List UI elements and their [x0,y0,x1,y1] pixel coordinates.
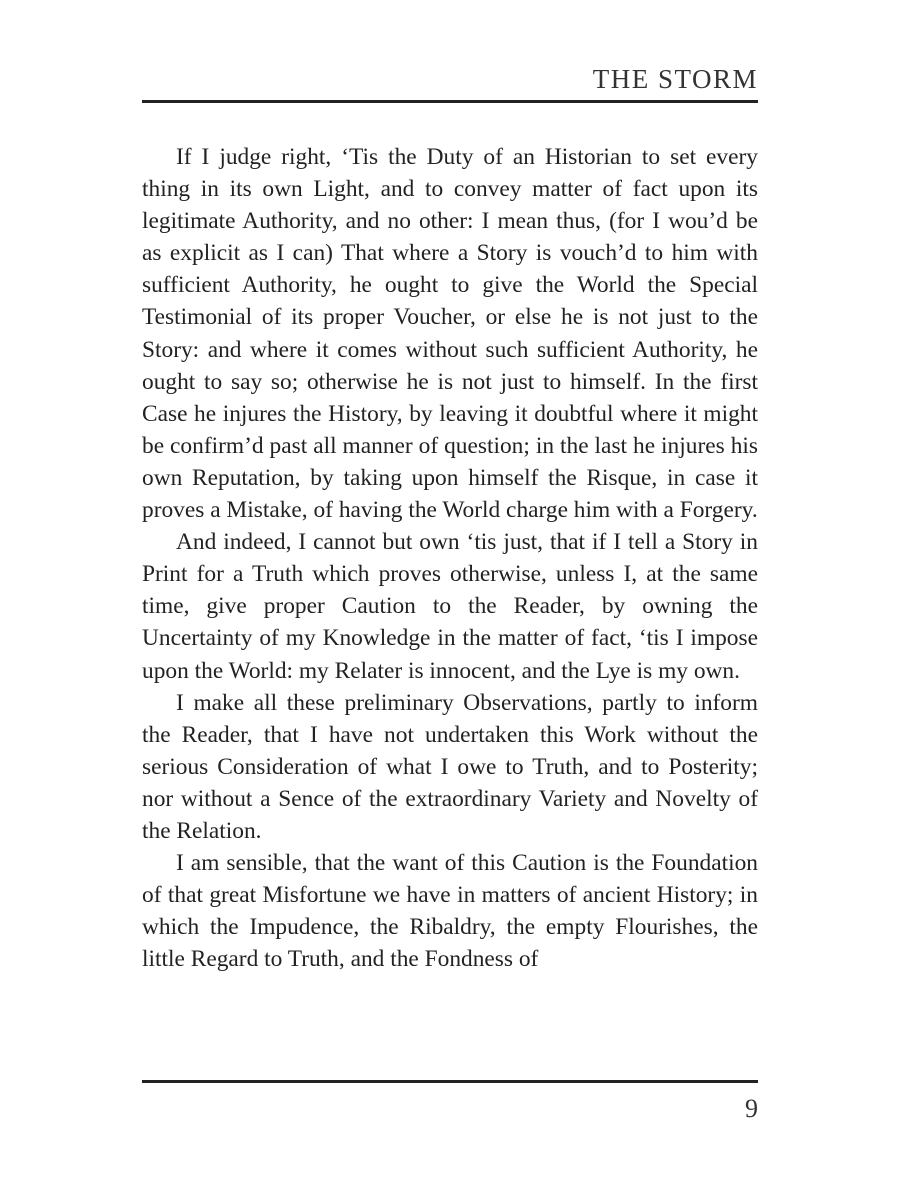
paragraph-3: I make all these preliminary Observations, partly to inform the Reader, that I have not undertaken this Work without the serious Consideration of what I owe to Truth, and to Posterity; nor without a Sence of the extraordinary Variety and Novelty of the Relation. [142,689,758,844]
header-rule [142,100,758,103]
footer-rule [142,1080,758,1083]
page-number: 9 [745,1094,758,1123]
paragraph-1: If I judge right, ‘Tis the Duty of an Historian to set every thing in its own Light, and to convey matter of fact upon its legitimate Authority, and no other: I mean thus, (for I wou’d be as explicit as I can) That where a Story is vouch’d to him with sufficient Authority, he ought to give the World the Special Testimonial of its proper Voucher, or else he is not just to the Story: and where it comes without such sufficient Authority, he ought to say so; otherwise he is not just to himself. In the first Case he injures the History, by leaving it doubtful where it might be confirm’d past all manner of question; in the last he injures his own Reputation, by taking upon himself the Risque, in case it proves a Mistake, of having the World charge him with a Forgery. [142,144,758,524]
paragraph-4: I am sensible, that the want of this Caution is the Foundation of that great Misfortune we have in matters of ancient History; in which the Impudence, the Ribaldry, the empty Flourishes, the little Regard to Truth, and the Fondness of [142,850,758,973]
paragraph-2: And indeed, I cannot but own ‘tis just, that if I tell a Story in Print for a Truth which proves otherwise, unless I, at the same time, give proper Caution to the Reader, by owning the Uncertainty of my Knowledge in the matter of fact, ‘tis I impose upon the World: my Relater is innocent, and the Lye is my own. [142,529,758,684]
body-text [142,141,758,975]
running-head-title: THE STORM [592,64,758,94]
